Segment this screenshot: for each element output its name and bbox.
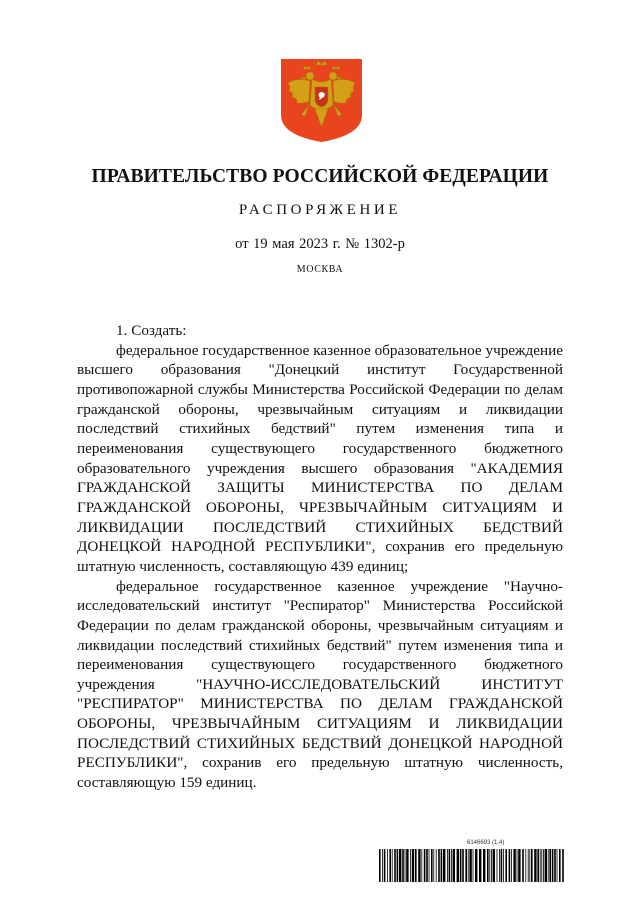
- coat-of-arms-icon: [279, 57, 364, 143]
- document-type: РАСПОРЯЖЕНИЕ: [238, 202, 402, 218]
- government-title: ПРАВИТЕЛЬСТВО РОССИЙСКОЙ ФЕДЕРАЦИИ: [91, 166, 549, 187]
- barcode-icon: [379, 849, 565, 882]
- document-date-number: от 19 мая 2023 г. № 1302-р: [235, 236, 405, 252]
- paragraph-institute-donetsk: федеральное государственное казенное образовательное учреждение высшего образования "Донецкий институт Государственной противопожарной службы Министерства Российской Федерации по делам гражданской обороны, чрезвычайным ситуациям и ликвидации последствий стихийных бедствий" путем изменения типа и переименования существующего государственного бюджетного образовательного учреждения высшего образования "АКАДЕМИЯ ГРАЖДАНСКОЙ ЗАЩИТЫ МИНИСТЕРСТВА ПО ДЕЛАМ ГРАЖДАНСКОЙ ОБОРОНЫ, ЧРЕЗВЫЧАЙНЫМ СИТУАЦИЯМ И ЛИКВИДАЦИИ ПОСЛЕДСТВИЙ СТИХИЙНЫХ БЕДСТВИЙ ДОНЕЦКОЙ НАРОДНОЙ РЕСПУБЛИКИ", сохранив его предельную штатную численность, составляющую 439 единиц;: [77, 341, 563, 575]
- city-label: МОСКВА: [296, 264, 344, 275]
- paragraph-institute-respirator: федеральное государственное казенное учреждение "Научно-исследовательский институт "Респиратор" Министерства Российской Федерации по делам гражданской обороны, чрезвычайным ситуациям и ликвидации последствий стихийных бедствий" путем изменения типа и переименования существующего государственного бюджетного учреждения "НАУЧНО-ИССЛЕДОВАТЕЛЬСКИЙ ИНСТИТУТ "РЕСПИРАТОР" МИНИСТЕРСТВА ПО ДЕЛАМ ГРАЖДАНСКОЙ ОБОРОНЫ, ЧРЕЗВЫЧАЙНЫМ СИТУАЦИЯМ И ЛИКВИДАЦИИ ПОСЛЕДСТВИЙ СТИХИЙНЫХ БЕДСТВИЙ ДОНЕЦКОЙ НАРОДНОЙ РЕСПУБЛИКИ", сохранив его предельную штатную численность, составляющую 159 единиц.: [77, 577, 563, 792]
- barcode-number: 6146693 (1.4): [467, 840, 505, 846]
- document-body: [77, 321, 563, 793]
- item-1-heading: 1. Создать:: [116, 322, 187, 339]
